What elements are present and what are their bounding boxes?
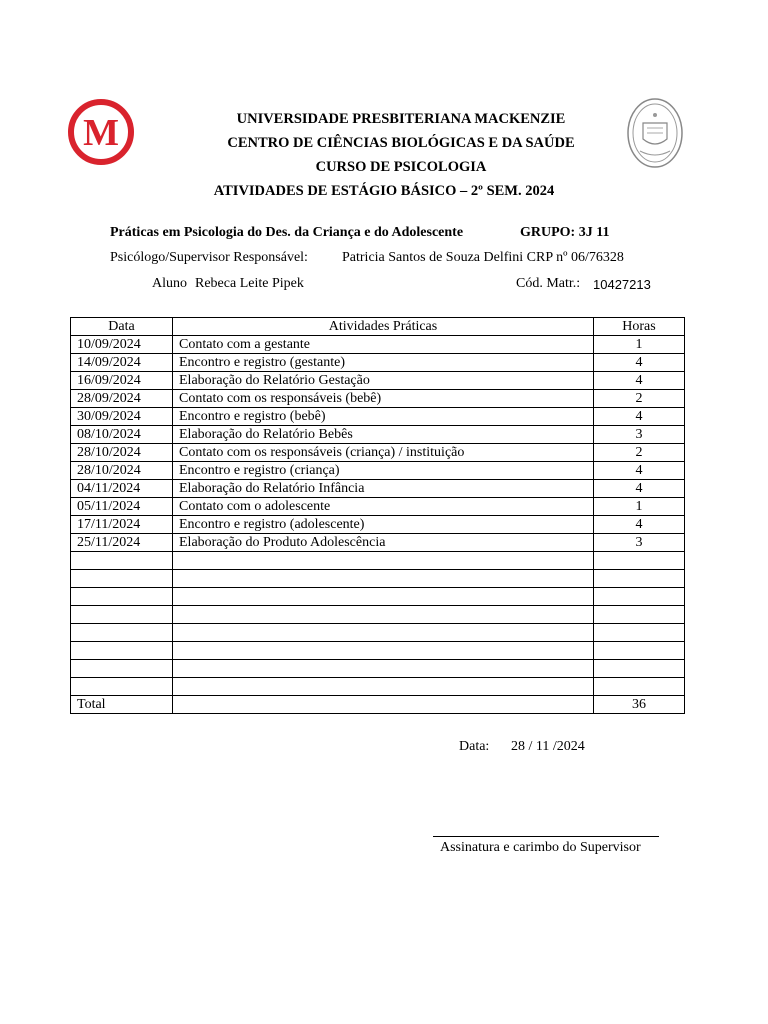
row-date: 10/09/2024 [71, 336, 173, 354]
row-hours: 4 [594, 480, 685, 498]
matricula-label: Cód. Matr.: [516, 276, 581, 291]
table-row [71, 624, 685, 642]
table-row [71, 534, 685, 552]
table-row [71, 408, 685, 426]
activity-title: ATIVIDADES DE ESTÁGIO BÁSICO – 2º SEM. 2024 [213, 183, 555, 199]
course-name: CURSO DE PSICOLOGIA [315, 159, 487, 175]
table-row [71, 588, 685, 606]
table-row [71, 498, 685, 516]
row-activity [173, 588, 594, 606]
row-date: 28/10/2024 [71, 462, 173, 480]
row-activity [173, 552, 594, 570]
row-date [71, 606, 173, 624]
row-activity [173, 570, 594, 588]
row-activity: Elaboração do Produto Adolescência [173, 534, 594, 552]
date-value: 28 / 11 /2024 [511, 739, 585, 754]
row-date [71, 570, 173, 588]
table-row [71, 678, 685, 696]
row-hours: 1 [594, 498, 685, 516]
row-activity: Elaboração do Relatório Gestação [173, 372, 594, 390]
total-label: Total [71, 696, 173, 714]
row-hours: 2 [594, 390, 685, 408]
row-activity [173, 660, 594, 678]
matricula-value: 10427213 [593, 277, 651, 292]
total-row [71, 696, 685, 714]
row-date [71, 642, 173, 660]
table-row [71, 372, 685, 390]
student-name: Rebeca Leite Pipek [195, 276, 304, 291]
row-hours [594, 606, 685, 624]
table-row [71, 642, 685, 660]
row-hours: 1 [594, 336, 685, 354]
row-date: 16/09/2024 [71, 372, 173, 390]
header-hours: Horas [594, 318, 685, 336]
table-row [71, 354, 685, 372]
row-date: 14/09/2024 [71, 354, 173, 372]
row-activity: Contato com o adolescente [173, 498, 594, 516]
table-row [71, 516, 685, 534]
mackenzie-logo [67, 98, 135, 166]
row-date: 08/10/2024 [71, 426, 173, 444]
row-activity: Contato com os responsáveis (criança) / instituição [173, 444, 594, 462]
table-row [71, 552, 685, 570]
row-activity [173, 624, 594, 642]
row-hours [594, 624, 685, 642]
total-spacer [173, 696, 594, 714]
row-date: 04/11/2024 [71, 480, 173, 498]
university-name: UNIVERSIDADE PRESBITERIANA MACKENZIE [236, 111, 566, 127]
date-label: Data: [459, 739, 490, 754]
row-activity: Encontro e registro (criança) [173, 462, 594, 480]
row-activity: Elaboração do Relatório Infância [173, 480, 594, 498]
row-hours [594, 552, 685, 570]
row-hours: 2 [594, 444, 685, 462]
row-activity: Contato com os responsáveis (bebê) [173, 390, 594, 408]
table-header-row [71, 318, 685, 336]
row-date: 17/11/2024 [71, 516, 173, 534]
row-activity: Encontro e registro (gestante) [173, 354, 594, 372]
row-hours: 4 [594, 372, 685, 390]
header-date: Data [71, 318, 173, 336]
table-row [71, 480, 685, 498]
logo-letter: M [83, 112, 119, 154]
signature-caption: Assinatura e carimbo do Supervisor [440, 840, 641, 855]
total-hours: 36 [594, 696, 685, 714]
row-hours [594, 570, 685, 588]
row-date [71, 660, 173, 678]
row-hours: 4 [594, 516, 685, 534]
row-activity [173, 606, 594, 624]
table-row [71, 660, 685, 678]
activities-table [70, 317, 685, 714]
row-date [71, 678, 173, 696]
row-activity [173, 678, 594, 696]
table-row [71, 462, 685, 480]
supervisor-name: Patricia Santos de Souza Delfini CRP nº 06/76328 [342, 250, 624, 265]
row-hours: 4 [594, 462, 685, 480]
group-code: GRUPO: 3J 11 [520, 225, 610, 240]
row-activity: Encontro e registro (bebê) [173, 408, 594, 426]
row-date [71, 588, 173, 606]
header-activity: Atividades Práticas [173, 318, 594, 336]
table-row [71, 444, 685, 462]
row-hours: 4 [594, 408, 685, 426]
row-date: 28/10/2024 [71, 444, 173, 462]
row-date: 05/11/2024 [71, 498, 173, 516]
row-hours [594, 660, 685, 678]
table-row [71, 570, 685, 588]
row-hours [594, 678, 685, 696]
row-activity [173, 642, 594, 660]
table-row [71, 606, 685, 624]
row-activity: Encontro e registro (adolescente) [173, 516, 594, 534]
row-hours: 4 [594, 354, 685, 372]
row-activity: Elaboração do Relatório Bebês [173, 426, 594, 444]
row-date [71, 624, 173, 642]
row-hours [594, 588, 685, 606]
signature-line [433, 836, 659, 837]
row-hours: 3 [594, 426, 685, 444]
discipline-name: Práticas em Psicologia do Des. da Criança e do Adolescente [110, 225, 464, 240]
row-date: 25/11/2024 [71, 534, 173, 552]
table-row [71, 336, 685, 354]
row-date: 28/09/2024 [71, 390, 173, 408]
row-hours: 3 [594, 534, 685, 552]
center-name: CENTRO DE CIÊNCIAS BIOLÓGICAS E DA SAÚDE [227, 135, 575, 151]
row-hours [594, 642, 685, 660]
row-date: 30/09/2024 [71, 408, 173, 426]
row-date [71, 552, 173, 570]
table-row [71, 426, 685, 444]
row-activity: Contato com a gestante [173, 336, 594, 354]
table-row [71, 390, 685, 408]
supervisor-label: Psicólogo/Supervisor Responsável: [110, 250, 308, 265]
student-label: Aluno [152, 276, 187, 291]
